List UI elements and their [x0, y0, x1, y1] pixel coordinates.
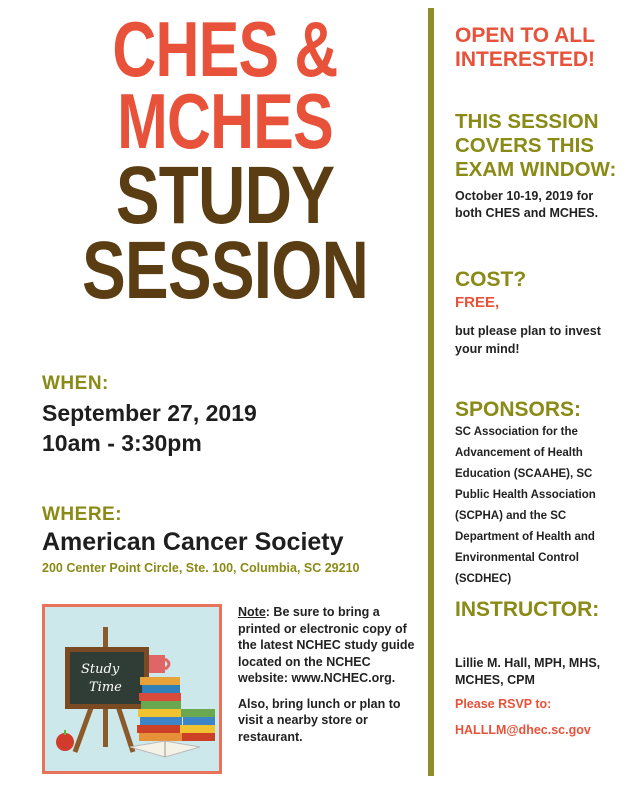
when-date: September 27, 2019 [42, 400, 257, 426]
chalkboard-books-icon [45, 607, 219, 771]
instructor-name: Lillie M. Hall, MPH, MHS, MCHES, CPM [455, 656, 601, 687]
title-line-study: STUDY [115, 149, 335, 241]
chalkboard-text-time: Time [89, 680, 122, 695]
where-venue: American Cancer Society [42, 528, 344, 556]
vertical-divider [428, 8, 434, 776]
study-time-illustration [42, 604, 222, 774]
title-line-mches: MCHES [117, 76, 333, 165]
where-label: WHERE: [42, 504, 123, 525]
exam-window-heading: THIS SESSION COVERS THIS EXAM WINDOW: [455, 110, 617, 181]
chalkboard-text-study: Study [81, 662, 120, 677]
where-address: 200 Center Point Circle, Ste. 100, Columbia, SC 29210 [42, 561, 360, 575]
note-block [238, 604, 423, 745]
title-line-session: SESSION [81, 224, 369, 316]
sponsors-heading: SPONSORS: [455, 398, 582, 421]
cost-heading: COST? [455, 268, 527, 291]
title-line-ches: CHES & [112, 5, 338, 93]
instructor-heading: INSTRUCTOR: [455, 598, 600, 621]
sponsors-text: SC Association for the Advancement of Health Education (SCAAHE), SC Public Health Association (SCPHA) and the SC Department of Health and Environmental Control (SCDHEC) [455, 426, 596, 585]
note-text-bring-guide: : Be sure to bring a printed or electronic copy of the latest NCHEC study guide located on the NCHEC website: www.NCHEC.org. [238, 605, 415, 685]
flyer-title [40, 5, 410, 316]
open-to-all-heading: OPEN TO ALL INTERESTED! [455, 24, 596, 71]
cost-note: but please plan to invest your mind! [455, 324, 601, 356]
rsvp-email: HALLLM@dhec.sc.gov [455, 723, 591, 737]
note-label: Note [238, 605, 266, 619]
when-label: WHEN: [42, 373, 109, 394]
when-time: 10am - 3:30pm [42, 430, 202, 456]
cost-free: FREE, [455, 294, 500, 311]
rsvp-label: Please RSVP to: [455, 697, 552, 711]
note-text-lunch: Also, bring lunch or plan to visit a nearby store or restaurant. [238, 696, 401, 744]
exam-window-text: October 10-19, 2019 for both CHES and MCHES. [455, 189, 599, 220]
